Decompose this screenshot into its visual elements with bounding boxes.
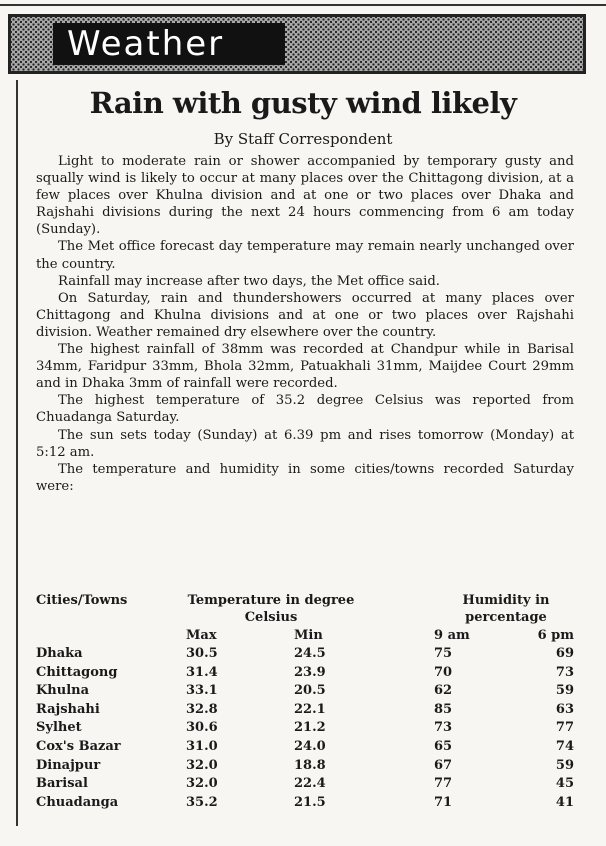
cell-humidity-6pm: 59: [555, 683, 574, 699]
cell-max: 31.4: [186, 664, 218, 680]
table-row: [36, 758, 580, 777]
cell-humidity-9am: 71: [434, 794, 453, 810]
table-header: [36, 592, 580, 628]
cell-humidity-9am: 67: [434, 757, 453, 773]
section-banner: [8, 14, 586, 74]
paragraph: On Saturday, rain and thundershowers occurred at many places over Chittagong and Khulna divisions and at one or two places over Rajshahi division. Weather remained dry elsewhere over the country.: [36, 290, 574, 340]
cell-min: 24.0: [294, 738, 326, 754]
cell-humidity-6pm: 63: [555, 701, 574, 717]
cell-min: 20.5: [294, 683, 326, 699]
cell-humidity-9am: 70: [434, 664, 453, 680]
paragraph: Light to moderate rain or shower accompanied by temporary gusty and squally wind is likely to occur at many places over the Chittagong division, at a few places over Khulna division and at one or two places over Dhaka and Rajshahi divisions during the next 24 hours commencing from 6 am today (Sunday).: [36, 154, 574, 238]
cell-max: 31.0: [186, 738, 218, 754]
subheader-max: Max: [186, 628, 217, 643]
header-temperature: [166, 592, 376, 626]
section-label: Weather: [53, 23, 285, 65]
table-row: [36, 720, 580, 739]
cell-city: Dhaka: [36, 646, 83, 661]
paragraph: The sun sets today (Sunday) at 6.39 pm and rises tomorrow (Monday) at 5:12 am.: [36, 427, 574, 460]
cell-humidity-6pm: 69: [555, 646, 574, 661]
paragraph: The highest temperature of 35.2 degree Celsius was reported from Chuadanga Saturday.: [36, 393, 574, 426]
cell-min: 21.5: [294, 794, 326, 810]
header-humidity-line2: percentage: [465, 610, 547, 625]
paragraph: Rainfall may increase after two days, the Met office said.: [58, 273, 440, 289]
cell-humidity-6pm: 41: [555, 794, 574, 810]
cell-city: Cox's Bazar: [36, 738, 121, 754]
header-cities: Cities/Towns: [36, 593, 128, 608]
table-row: [36, 665, 580, 684]
table-row: [36, 683, 580, 702]
cell-max: 30.5: [186, 646, 218, 661]
table-subheader: [36, 628, 580, 646]
cell-max: 32.8: [186, 701, 218, 717]
cell-humidity-6pm: 59: [555, 757, 574, 773]
cell-min: 22.1: [294, 701, 326, 717]
cell-max: 35.2: [186, 794, 218, 810]
table-row: [36, 702, 580, 721]
cell-city: Barisal: [36, 776, 88, 792]
cell-humidity-9am: 75: [434, 646, 453, 661]
cell-max: 32.0: [186, 776, 218, 792]
cell-humidity-6pm: 77: [555, 720, 574, 736]
headline: Rain with gusty wind likely: [89, 86, 517, 120]
cell-min: 22.4: [294, 776, 326, 792]
paragraph: The Met office forecast day temperature may remain nearly unchanged over the country.: [36, 239, 574, 272]
subheader-6pm: 6 pm: [537, 628, 574, 643]
cell-humidity-9am: 62: [434, 683, 453, 699]
cell-humidity-9am: 77: [434, 776, 453, 792]
cell-city: Sylhet: [36, 720, 82, 736]
cell-humidity-6pm: 73: [555, 664, 574, 680]
cell-max: 32.0: [186, 757, 218, 773]
cell-city: Dinajpur: [36, 757, 101, 773]
subheader-9am: 9 am: [434, 628, 470, 643]
paragraph: The highest rainfall of 38mm was recorded at Chandpur while in Barisal 34mm, Faridpur 33mm, Bhola 32mm, Patuakhali 31mm, Maijdee Court 29mm and in Dhaka 3mm of rainfall were recorded.: [36, 342, 574, 392]
table-row: [36, 776, 580, 795]
cell-min: 21.2: [294, 720, 326, 736]
table-row: [36, 795, 580, 814]
cell-humidity-9am: 73: [434, 720, 453, 736]
cell-min: 18.8: [294, 757, 326, 773]
header-humidity-line1: Humidity in: [462, 593, 550, 608]
top-rule: [0, 4, 606, 6]
header-temperature-line1: Temperature in degree: [187, 593, 355, 608]
cell-max: 30.6: [186, 720, 218, 736]
cell-city: Khulna: [36, 683, 90, 699]
subheader-min: Min: [294, 628, 323, 643]
cell-humidity-6pm: 74: [555, 738, 574, 754]
cell-humidity-6pm: 45: [555, 776, 574, 792]
cell-city: Chittagong: [36, 664, 118, 680]
weather-table: [36, 592, 580, 813]
table-row: [36, 739, 580, 758]
cell-min: 24.5: [294, 646, 326, 661]
cell-max: 33.1: [186, 683, 218, 699]
paragraph: The temperature and humidity in some cities/towns recorded Saturday were:: [36, 461, 574, 494]
header-temperature-line2: Celsius: [244, 610, 298, 625]
cell-humidity-9am: 65: [434, 738, 453, 754]
article-body: [36, 153, 574, 495]
byline: By Staff Correspondent: [213, 130, 393, 148]
header-humidity: [446, 592, 566, 626]
cell-city: Chuadanga: [36, 794, 119, 810]
cell-min: 23.9: [294, 664, 326, 680]
cell-humidity-9am: 85: [434, 701, 453, 717]
cell-city: Rajshahi: [36, 701, 100, 717]
table-row: [36, 646, 580, 665]
